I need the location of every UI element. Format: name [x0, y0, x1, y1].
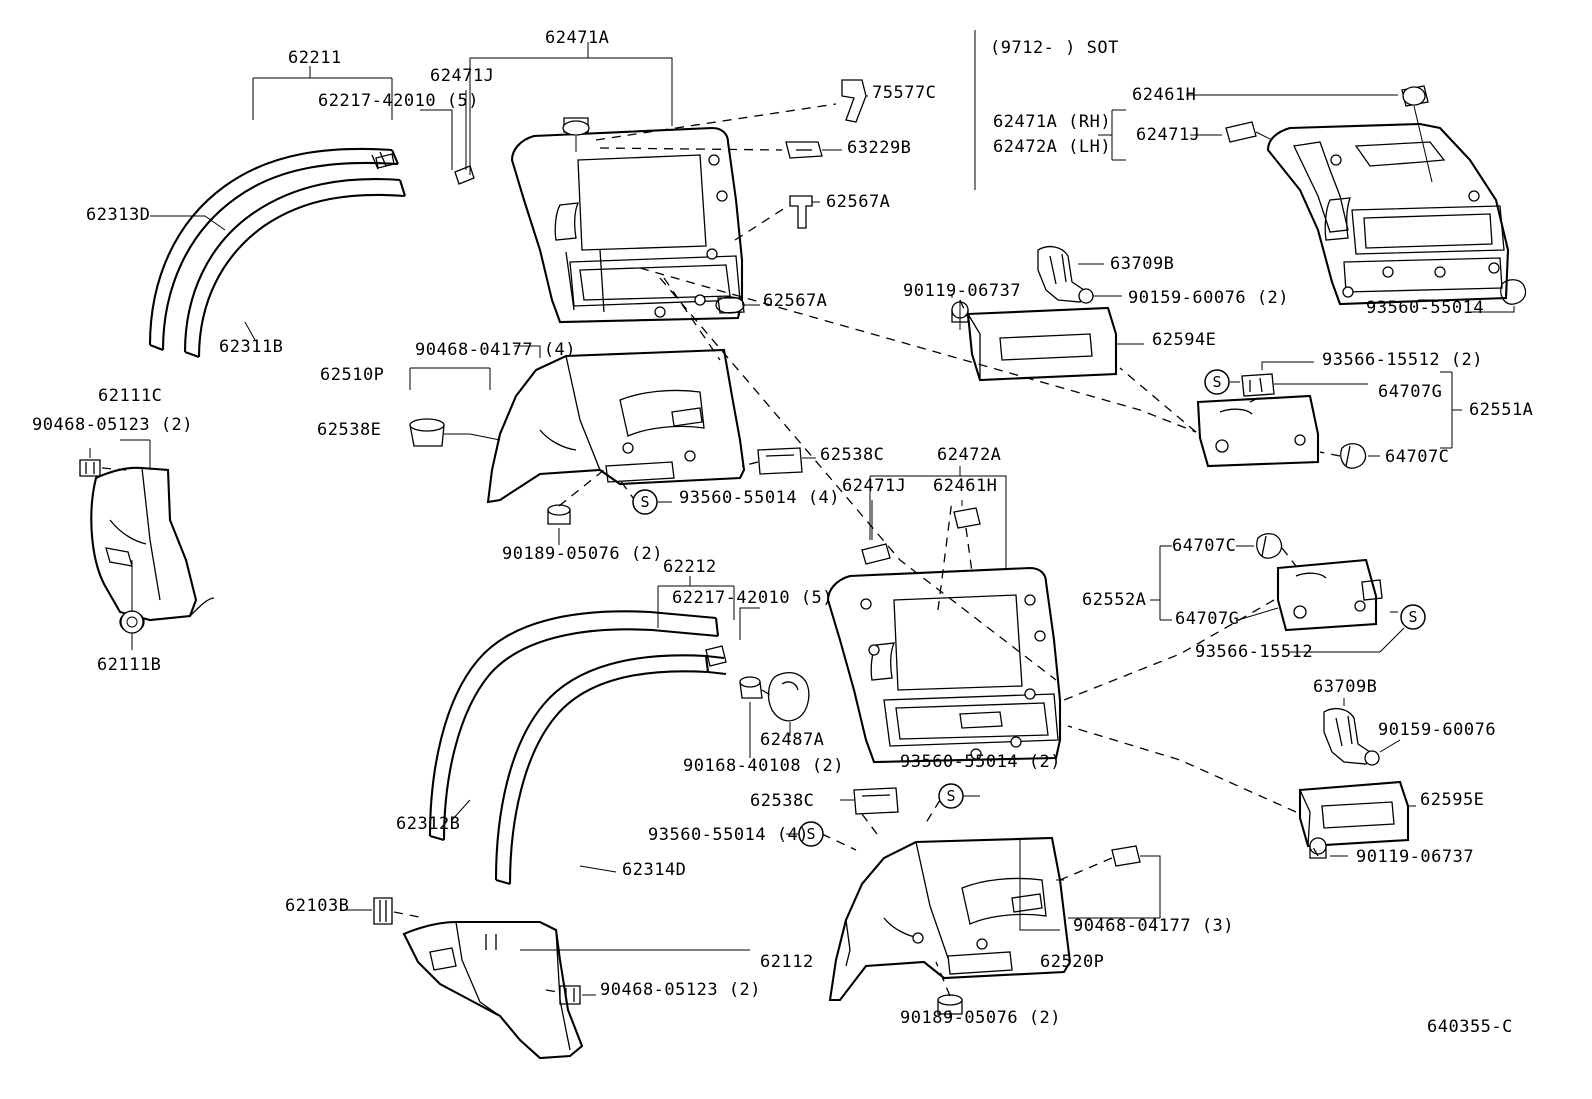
part-label: 63229B — [847, 138, 912, 158]
part-label: 62487A — [760, 730, 825, 750]
part-label: 90468-04177 (3) — [1073, 916, 1235, 936]
svg-text:S: S — [1212, 373, 1222, 391]
part-label: 62472A (LH) — [993, 137, 1112, 157]
part-label: 62471A (RH) — [993, 112, 1112, 132]
part-label: 93566-15512 — [1195, 642, 1314, 662]
part-label: 62217-42010 (5) — [318, 91, 480, 111]
part-label: 62312B — [396, 814, 461, 834]
part-label: 62313D — [86, 205, 151, 225]
part-label: 62461H — [1132, 85, 1197, 105]
part-label: 62112 — [760, 952, 814, 972]
part-label: 62217-42010 (5) — [672, 588, 834, 608]
part-label: 93560-55014 (4) — [679, 488, 841, 508]
part-label: 62538C — [750, 791, 815, 811]
part-label: 62111C — [98, 386, 163, 406]
part-label: 62212 — [663, 557, 717, 577]
part-label: 62520P — [1040, 952, 1105, 972]
part-label: 62472A — [937, 445, 1002, 465]
part-label: 62552A — [1082, 590, 1147, 610]
part-label: 90159-60076 (2) — [1128, 288, 1290, 308]
part-label: 90119-06737 — [1356, 847, 1475, 867]
part-label: 62567A — [763, 291, 828, 311]
part-label: 62551A — [1469, 400, 1534, 420]
part-label: 62471A — [545, 28, 610, 48]
part-label: 90468-05123 (2) — [600, 980, 762, 1000]
part-label: 62538C — [820, 445, 885, 465]
part-label: 62314D — [622, 860, 687, 880]
part-label: 93560-55014 (2) — [900, 752, 1062, 772]
part-label: 90189-05076 (2) — [502, 544, 664, 564]
part-label: 63709B — [1313, 677, 1378, 697]
part-label: 64707C — [1385, 447, 1450, 467]
part-label: 75577C — [872, 83, 937, 103]
part-label: 90168-40108 (2) — [683, 756, 845, 776]
sot-note: (9712- ) SOT — [990, 38, 1119, 58]
part-label: 62471J — [430, 66, 495, 86]
part-label: 90159-60076 — [1378, 720, 1497, 740]
svg-text:S: S — [640, 493, 650, 511]
part-label: 64707C — [1172, 536, 1237, 556]
part-label: 62471J — [1136, 125, 1201, 145]
part-label: 62111B — [97, 655, 162, 675]
svg-text:S: S — [1408, 608, 1418, 626]
svg-text:S: S — [946, 787, 956, 805]
part-label: 62594E — [1152, 330, 1217, 350]
part-label: 90468-04177 (4) — [415, 340, 577, 360]
part-label: 62211 — [288, 48, 342, 68]
part-label: 64707G — [1378, 382, 1443, 402]
svg-text:S: S — [806, 825, 816, 843]
part-label: 93560-55014 — [1366, 298, 1485, 318]
part-label: 62595E — [1420, 790, 1485, 810]
part-label: 90119-06737 — [903, 281, 1022, 301]
part-label: 90468-05123 (2) — [32, 415, 194, 435]
part-label: 93560-55014 (4) — [648, 825, 810, 845]
part-label: 62471J — [842, 476, 907, 496]
part-label: 93566-15512 (2) — [1322, 350, 1484, 370]
diagram-code: 640355-C — [1427, 1017, 1513, 1037]
part-label: 62510P — [320, 365, 385, 385]
part-label: 63709B — [1110, 254, 1175, 274]
part-label: 62567A — [826, 192, 891, 212]
part-label: 64707G — [1175, 609, 1240, 629]
part-label: 62311B — [219, 337, 284, 357]
part-label: 62461H — [933, 476, 998, 496]
part-label: 90189-05076 (2) — [900, 1008, 1062, 1028]
part-label: 62538E — [317, 420, 382, 440]
part-label: 62103B — [285, 896, 350, 916]
